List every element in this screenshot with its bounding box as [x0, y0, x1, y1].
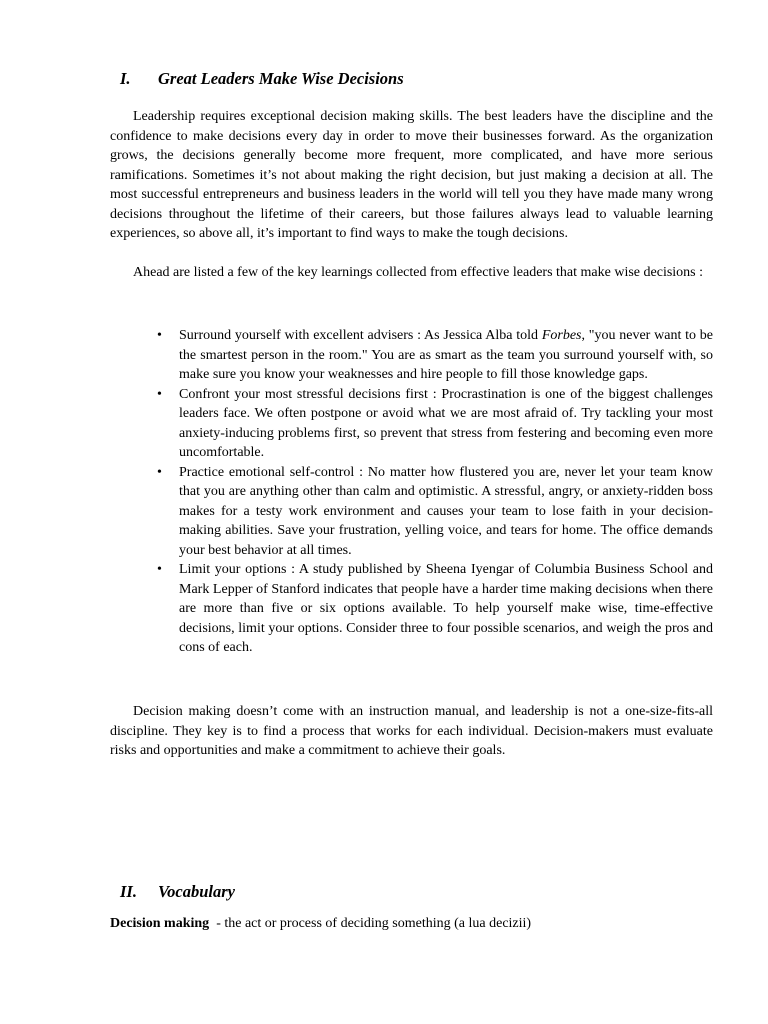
vocabulary-term: Decision making — [110, 916, 210, 931]
list-item — [110, 463, 713, 561]
bullet-icon: • — [157, 464, 162, 480]
list-item-italic: Forbes — [541, 328, 582, 343]
bullet-icon: • — [157, 386, 162, 402]
vocabulary-entry — [110, 916, 531, 932]
section-heading-1 — [120, 69, 404, 89]
list-item-text: Practice emotional self-control : No matter how flustered you are, never let your team know that you are anything other than calm and optimistic. A stressful, angry, or anxiety-ridden boss makes for a testy work environment and causes your team to lose faith in your decision-making abilities. Save your frustration, yelling voice, and tears for home. The office demands your best behavior at all times. — [179, 464, 713, 558]
list-item — [110, 560, 713, 658]
section-number: II. — [120, 882, 137, 901]
section-title: Vocabulary — [158, 882, 236, 901]
list-item-text: Confront your most stressful decisions first : Procrastination is one of the biggest challenges leaders face. We often postpone or avoid what we are most afraid of. Try tackling your most anxiety-inducing problems first, so prevent that stress from festering and becoming even more uncomfortable. — [179, 386, 713, 460]
bullet-icon: • — [157, 562, 162, 577]
key-learnings-list — [110, 326, 713, 658]
list-item — [110, 326, 713, 385]
list-item-text: Surround yourself with excellent advisers : As Jessica Alba told — [179, 328, 542, 343]
bullet-icon: • — [157, 328, 162, 343]
vocabulary-definition: - the act or process of deciding something (a lua decizii) — [209, 916, 532, 931]
section-title: Great Leaders Make Wise Decisions — [158, 69, 404, 88]
list-item-text: Limit your options : A study published by Sheena Iyengar of Columbia Business School and Mark Lepper of Stanford indicates that people have a harder time making decisions when there are more than five or six options available. To help yourself make wise, time-effective decisions, limit your options. Consider three to four possible scenarios, and weigh the pros and cons of each. — [179, 562, 713, 655]
list-item — [110, 385, 713, 463]
intro-paragraph: Leadership requires exceptional decision making skills. The best leaders have the discipline and the confidence to make decisions every day in order to move their businesses forward. As the organization grows, the decisions generally become more frequent, more complicated, and have more serious ramifications. Sometimes it’s not about making the right decision, but just making a decision at all. The most successful entrepreneurs and business leaders in the world will tell you they have made many wrong decisions throughout the lifetime of their careers, but those failures always lead to valuable learning experiences, so above all, it’s important to find ways to make the tough decisions. — [110, 109, 713, 241]
section-number: I. — [120, 69, 131, 88]
closing-paragraph: Decision making doesn’t come with an instruction manual, and leadership is not a one-size-fits-all discipline. They key is to find a process that works for each individual. Decision-makers must evaluate risks and opportunities and make a commitment to achieve their goals. — [110, 704, 713, 758]
section-heading-2 — [120, 882, 235, 902]
lead-in-paragraph: Ahead are listed a few of the key learnings collected from effective leaders that make wise decisions : — [133, 265, 704, 280]
list-item-text-rest: , "you never want to be the smartest person in the room." You are as smart as the team you surround yourself with, so make sure you know your weaknesses and hire people to fill those knowledge gaps. — [179, 328, 713, 382]
